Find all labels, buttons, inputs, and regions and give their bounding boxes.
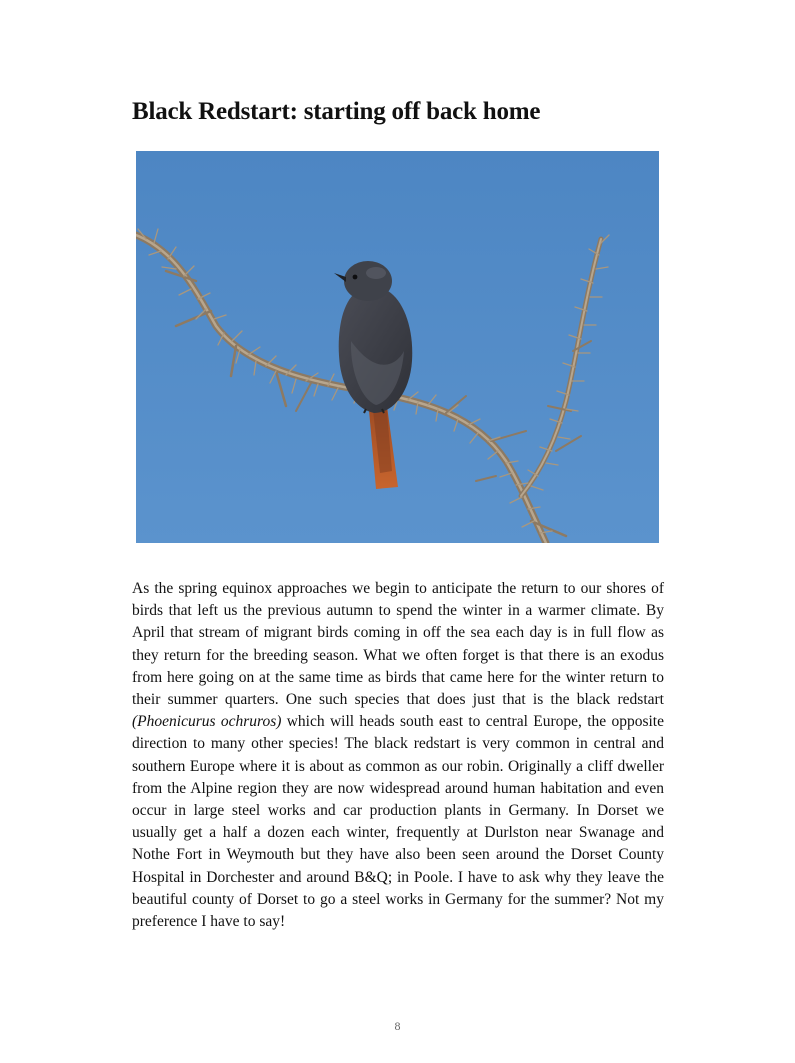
bird-eye (353, 275, 358, 280)
species-name: (Phoenicurus ochruros) (132, 713, 282, 731)
black-redstart-photo (136, 151, 659, 543)
paragraph-text-end: which will heads south east to central Europe, the opposite direction to many other species! The black redstart is very common in central and southern Europe where it is about as common as our robin. Originally a cliff dweller from the Alpine region they are now widespread around human habitation and even occur in large steel works and car production plants in Germany. In Dorset we usually get a half a dozen each winter, frequently at Durlston near Swanage and Nothe Fort in Weymouth but they have also been seen around the Dorset County Hospital in Dorchester and around B&Q; in Poole. I have to ask why they leave the beautiful county of Dorset to go a steel works in Germany for the summer? Not my preference I have to say! (132, 713, 664, 931)
page-number: 8 (394, 1019, 401, 1033)
bird-head (344, 261, 392, 301)
article-title: Black Redstart: starting off back home (132, 98, 541, 125)
paragraph-text-start: As the spring equinox approaches we begin to anticipate the return to our shores of birds that left us the previous autumn to spend the winter in a warmer climate. By April that stream of migrant birds coming in off the sea each day is in full flow as they return for the breeding season. What we often forget is that there is an exodus from here going on at the same time as birds that came here for the winter return to their summer quarters. One such species that does just that is the black redstart (132, 580, 664, 709)
article-paragraph (132, 578, 664, 933)
